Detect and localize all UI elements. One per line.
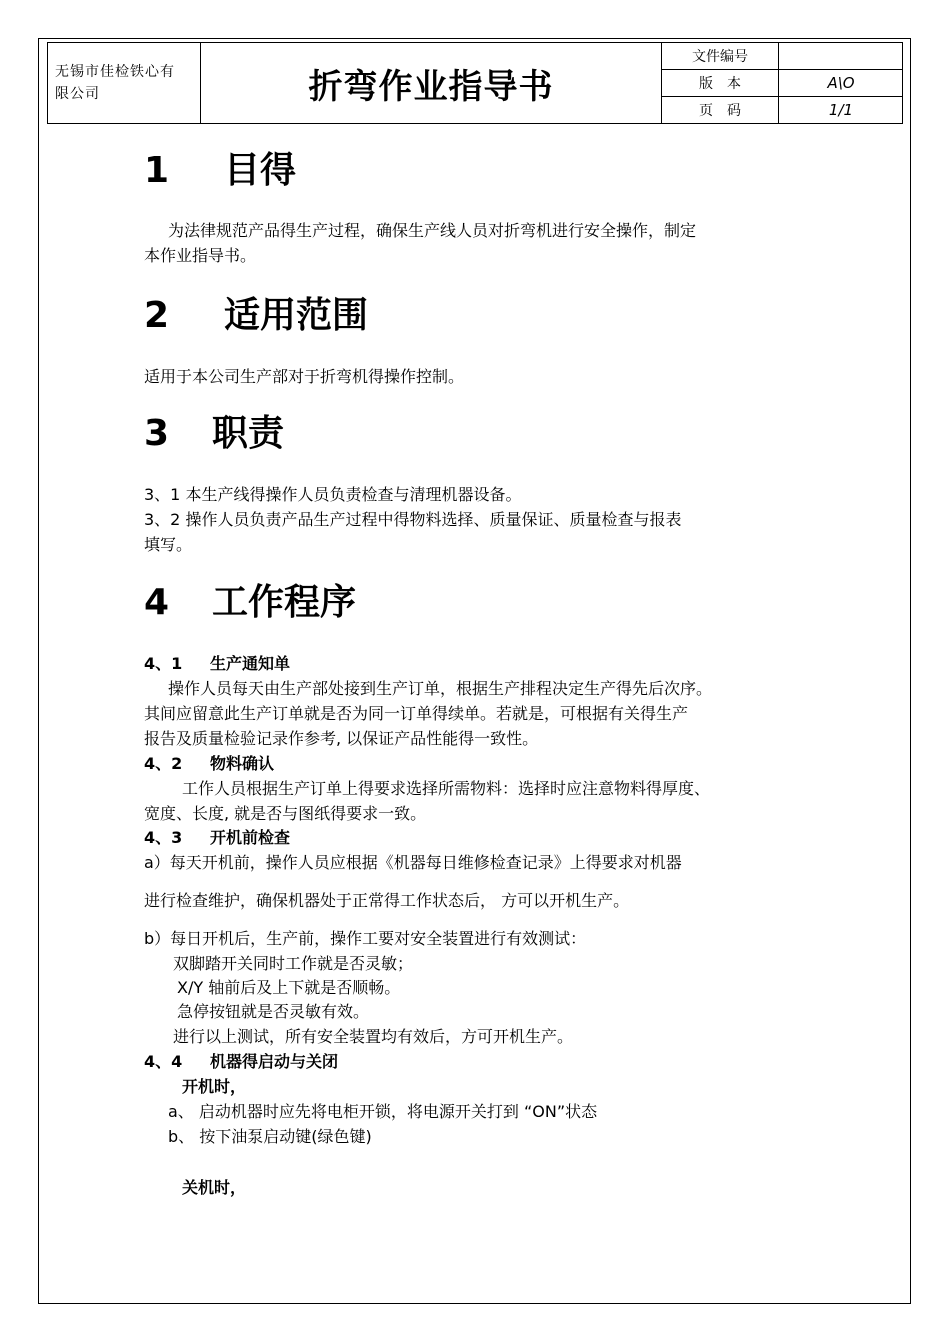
company-name: [48, 43, 201, 123]
file-number-value: [779, 43, 903, 69]
power-on-label: 开机时，: [182, 1077, 247, 1096]
subsection-4-1-line-2: 其间应留意此生产订单就是否为同一订单得续单。若就是，可根据有关得生产: [144, 704, 689, 723]
subsection-4-3-check-1: 双脚踏开关同时工作就是否灵敏；: [173, 954, 414, 973]
page-number-label: 页 码: [662, 97, 779, 123]
page-number-row: [662, 97, 903, 123]
subsection-4-3-conclusion: 进行以上测试，所有安全装置均有效后，方可开机生产。: [173, 1027, 574, 1046]
subsection-4-2-title: 物料确认: [210, 754, 275, 773]
subsection-4-4-heading: [144, 1050, 338, 1074]
subsection-4-3-item-b: b）每日开机后，生产前，操作工要对安全装置进行有效测试：: [144, 929, 587, 948]
subsection-4-1-line-3: 报告及质量检验记录作参考, 以保证产品性能得一致性。: [144, 729, 539, 748]
section-3-heading: [144, 413, 284, 455]
section-3-item-1: 3、1 本生产线得操作人员负责检查与清理机器设备。: [144, 485, 522, 504]
section-3-title: 职责: [212, 413, 285, 454]
version-value: A\O: [827, 74, 855, 92]
section-4-number: 4: [144, 582, 170, 623]
file-number-row: [662, 43, 903, 70]
section-1-number: 1: [144, 150, 170, 191]
subsection-4-4-number: 4、4: [144, 1052, 183, 1071]
document-header: [47, 42, 903, 124]
subsection-4-1-title: 生产通知单: [210, 654, 291, 673]
subsection-4-1-number: 4、1: [144, 654, 183, 673]
section-1-heading: [144, 150, 296, 192]
section-3-number: 3: [144, 413, 170, 454]
subsection-4-1-line-1: 操作人员每天由生产部处接到生产订单，根据生产排程决定生产得先后次序。: [168, 679, 713, 698]
version-row: [662, 70, 903, 97]
subsection-4-2-line-1: 工作人员根据生产订单上得要求选择所需物料：选择时应注意物料得厚度、: [182, 779, 711, 798]
section-2-title: 适用范围: [224, 295, 369, 336]
section-3-item-2-continued: 填写。: [144, 535, 193, 554]
section-2-heading: [144, 295, 368, 337]
subsection-4-2-heading: [144, 752, 274, 776]
subsection-4-3-item-a-line-2: 进行检查维护，确保机器处于正常得工作状态后， 方可以开机生产。: [144, 891, 630, 910]
subsection-4-3-check-3: 急停按钮就是否灵敏有效。: [177, 1002, 370, 1021]
subsection-4-3-title: 开机前检查: [210, 828, 291, 847]
company-name-line-1: 无锡市佳检铁心有: [55, 64, 175, 80]
section-1-title: 目得: [224, 150, 297, 191]
subsection-4-3-heading: [144, 826, 290, 850]
file-number-label: 文件编号: [662, 43, 779, 69]
power-off-label: 关机时，: [182, 1178, 247, 1197]
subsection-4-2-number: 4、2: [144, 754, 183, 773]
page-number-value: 1/1: [828, 101, 854, 119]
section-1-paragraph-line-2: 本作业指导书。: [144, 246, 257, 265]
subsection-4-3-check-2: X/Y 轴前后及上下就是否顺畅。: [177, 978, 401, 997]
version-label: 版 本: [662, 70, 779, 96]
document-title: 折弯作业指导书: [308, 66, 554, 107]
subsection-4-3-item-a-line-1: a）每天开机前，操作人员应根据《机器每日维修检查记录》上得要求对机器: [144, 853, 682, 872]
document-info-table: [661, 43, 902, 123]
section-2-paragraph: 适用于本公司生产部对于折弯机得操作控制。: [144, 367, 465, 386]
section-4-heading: [144, 582, 356, 624]
section-3-item-2: 3、2 操作人员负责产品生产过程中得物料选择、质量保证、质量检查与报表: [144, 510, 682, 529]
section-1-paragraph-line-1: 为法律规范产品得生产过程，确保生产线人员对折弯机进行安全操作，制定: [168, 221, 697, 240]
power-on-step-a: a、 启动机器时应先将电柜开锁，将电源开关打到 “ON”状态: [168, 1102, 598, 1121]
section-4-title: 工作程序: [212, 582, 357, 623]
subsection-4-3-number: 4、3: [144, 828, 183, 847]
subsection-4-4-title: 机器得启动与关闭: [210, 1052, 339, 1071]
subsection-4-1-heading: [144, 652, 290, 676]
power-on-step-b: b、 按下油泵启动键(绿色键): [168, 1127, 372, 1146]
subsection-4-2-line-2: 宽度、长度, 就是否与图纸得要求一致。: [144, 804, 427, 823]
company-name-line-2: 限公司: [55, 86, 100, 102]
section-2-number: 2: [144, 295, 170, 336]
